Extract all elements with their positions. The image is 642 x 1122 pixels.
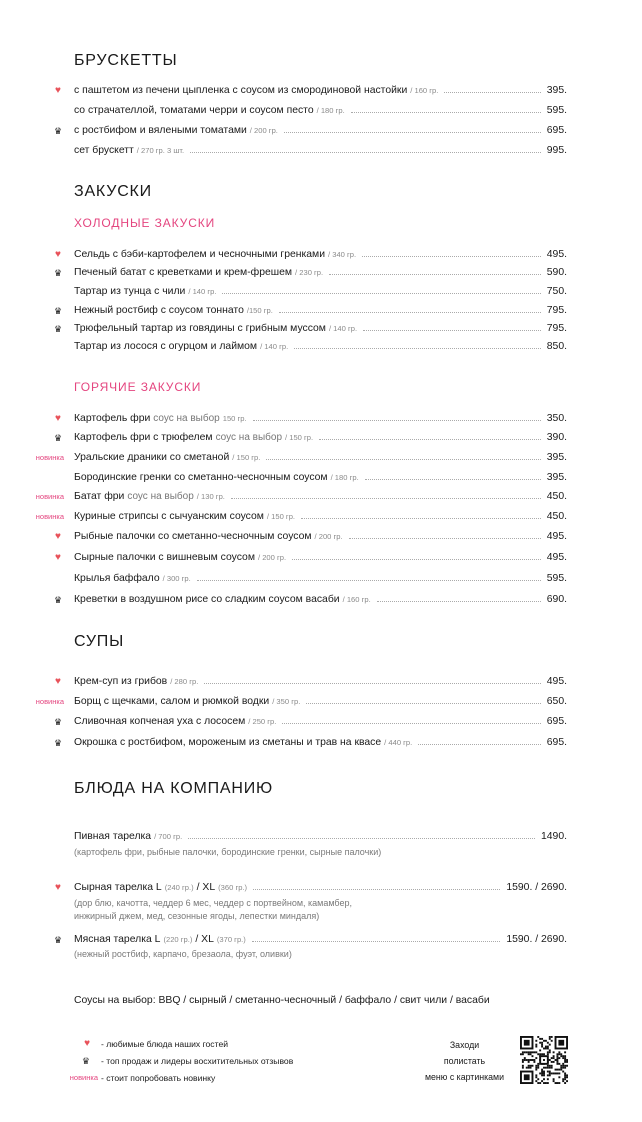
section-title-soups: СУПЫ xyxy=(74,633,125,650)
item-price: 595. xyxy=(546,105,567,116)
item-name: Мясная тарелка L xyxy=(74,934,161,945)
heart-icon: ♥ xyxy=(84,1038,90,1049)
item-name: Рыбные палочки со сметанно-чесночным соусом xyxy=(74,531,312,542)
item-name: Сырные палочки с вишневым соусом xyxy=(74,552,255,563)
item-sauce-note: соус на выбор xyxy=(215,432,283,443)
item-weight: / 140 гр. xyxy=(188,287,217,296)
item-price: 495. xyxy=(546,531,567,542)
item-sauce-note: соус на выбор xyxy=(153,413,220,424)
leader-dots xyxy=(282,723,540,724)
leader-dots xyxy=(253,889,500,890)
item-price: 350. xyxy=(546,413,567,424)
menu-item-line xyxy=(74,266,567,280)
legend-text: - топ продаж и лидеры восхитительных отзывов xyxy=(101,1056,294,1066)
item-weight: / 440 гр. xyxy=(384,738,413,747)
item-price: 1490. xyxy=(540,831,567,842)
item-name: Пивная тарелка xyxy=(74,831,152,842)
item-name: Крем-суп из грибов xyxy=(74,676,168,687)
menu-item-row xyxy=(0,715,642,729)
menu-item-row xyxy=(0,530,642,544)
leader-dots xyxy=(349,538,541,539)
menu-item-row xyxy=(0,881,642,895)
sauces-note: Соусы на выбор: BBQ / сырный / сметанно-чесночный / баффало / свит чили / васаби xyxy=(74,995,490,1006)
heart-icon: ♥ xyxy=(55,413,61,424)
menu-item-line xyxy=(74,530,567,544)
menu-item-line xyxy=(74,84,567,98)
menu-item-line xyxy=(74,736,567,750)
leader-dots xyxy=(204,683,540,684)
item-description xyxy=(74,948,292,961)
menu-item-row xyxy=(0,471,642,485)
item-price: 795. xyxy=(546,323,567,334)
item-name: Сельдь с бэби-картофелем и чесночными гренками xyxy=(74,249,325,260)
menu-item-row xyxy=(0,266,642,280)
menu-item-line xyxy=(74,471,567,485)
menu-item-line xyxy=(74,248,567,262)
menu-item-row xyxy=(0,551,642,565)
item-weight: / 300 гр. xyxy=(162,574,191,583)
crown-icon: ♛ xyxy=(53,433,63,443)
item-name-xl: / XL xyxy=(195,934,214,945)
qr-caption-line: меню с картинками xyxy=(424,1072,504,1082)
menu-item-line xyxy=(74,144,567,158)
crown-icon: ♛ xyxy=(53,324,63,334)
item-price: 495. xyxy=(546,249,567,260)
heart-icon: ♥ xyxy=(55,531,61,542)
item-price: 450. xyxy=(546,491,567,502)
item-price: 695. xyxy=(546,125,567,136)
legend-text: - любимые блюда наших гостей xyxy=(101,1039,229,1049)
menu-item-line xyxy=(74,715,567,729)
crown-icon: ♛ xyxy=(53,738,63,748)
leader-dots xyxy=(362,256,541,257)
item-price: 495. xyxy=(546,676,567,687)
leader-dots xyxy=(197,580,541,581)
menu-item-line xyxy=(74,675,567,689)
leader-dots xyxy=(188,838,535,839)
item-name: Окрошка с ростбифом, мороженым из сметаны и трав на квасе xyxy=(74,737,382,748)
menu-item-row xyxy=(0,593,642,607)
item-weight: / 250 гр. xyxy=(248,717,277,726)
menu-item-line xyxy=(74,490,567,504)
section-title-bruschetta: БРУСКЕТТЫ xyxy=(74,52,178,69)
new-badge: новинка xyxy=(69,1073,98,1082)
item-name: Тартар из лосося с огурцом и лаймом xyxy=(74,341,258,352)
item-price: 750. xyxy=(546,286,567,297)
item-price: 395. xyxy=(546,85,567,96)
leader-dots xyxy=(294,348,541,349)
menu-item-line xyxy=(74,451,567,465)
item-name: с ростбифом и вялеными томатами xyxy=(74,125,247,136)
item-weight: 150 гр. xyxy=(222,414,247,423)
menu-item-line xyxy=(74,593,567,607)
menu-item-line xyxy=(74,104,567,118)
leader-dots xyxy=(231,498,541,499)
menu-item-row xyxy=(0,830,642,844)
menu-item-line xyxy=(74,340,567,354)
menu-item-row xyxy=(0,322,642,336)
item-weight: / 700 гр. xyxy=(154,832,183,841)
leader-dots xyxy=(329,274,541,275)
item-description-line: (дор блю, качотта, чеддер 6 мес, чеддер с портвейном, камамбер, xyxy=(74,898,352,908)
menu-item-row xyxy=(0,675,642,689)
crown-icon: ♛ xyxy=(53,268,63,278)
item-weight: / 150 гр. xyxy=(232,453,261,462)
item-price: 595. xyxy=(546,573,567,584)
item-name: Батат фри xyxy=(74,491,125,502)
menu-item-line xyxy=(74,572,567,586)
item-price: 390. xyxy=(546,432,567,443)
leader-dots xyxy=(279,312,541,313)
menu-item-line xyxy=(74,285,567,299)
menu-item-row xyxy=(0,431,642,445)
item-price: 395. xyxy=(546,472,567,483)
item-price: 450. xyxy=(546,511,567,522)
menu-item-line xyxy=(74,933,567,947)
item-name: Крылья баффало xyxy=(74,573,160,584)
item-name: Борщ с щечками, салом и рюмкой водки xyxy=(74,696,270,707)
item-weight: / 160 гр. xyxy=(342,595,371,604)
item-description-line: (нежный ростбиф, карпачо, брезаола, фуэт, оливки) xyxy=(74,949,292,959)
item-name: Сливочная копченая уха с лососем xyxy=(74,716,246,727)
leader-dots xyxy=(190,152,541,153)
crown-icon: ♛ xyxy=(53,126,63,136)
item-name: Картофель фри xyxy=(74,413,151,424)
item-weight: / 150 гр. xyxy=(285,433,314,442)
menu-item-line xyxy=(74,412,567,426)
item-name: Уральские драники со сметаной xyxy=(74,452,230,463)
menu-item-row xyxy=(0,933,642,947)
item-weight: /150 гр. xyxy=(246,306,273,315)
leader-dots xyxy=(319,439,541,440)
item-description xyxy=(74,846,381,859)
item-sauce-note: соус на выбор xyxy=(127,491,194,502)
item-price: 995. xyxy=(546,145,567,156)
leader-dots xyxy=(266,459,540,460)
item-weight: / 270 гр. 3 шт. xyxy=(136,146,185,155)
item-name: Трюфельный тартар из говядины с грибным муссом xyxy=(74,323,326,334)
item-name-xl: / XL xyxy=(196,882,216,893)
item-price: 1590. / 2690. xyxy=(506,882,567,893)
menu-item-line xyxy=(74,510,567,524)
menu-item-row xyxy=(0,490,642,504)
qr-caption-line: Заходи xyxy=(449,1040,480,1050)
item-weight: / 140 гр. xyxy=(260,342,289,351)
item-description-line: (картофель фри, рыбные палочки, бородинские гренки, сырные палочки) xyxy=(74,847,382,857)
menu-item-line xyxy=(74,881,567,895)
leader-dots xyxy=(301,518,541,519)
qr-code-icon[interactable] xyxy=(520,1036,568,1084)
menu-item-row xyxy=(0,285,642,299)
menu-item-line xyxy=(74,322,567,336)
item-price: 1590. / 2690. xyxy=(506,934,567,945)
item-weight: / 150 гр. xyxy=(266,512,296,521)
item-weight: / 140 гр. xyxy=(328,324,358,333)
item-price: 690. xyxy=(546,594,567,605)
crown-icon: ♛ xyxy=(81,1056,90,1066)
heart-icon: ♥ xyxy=(55,249,61,260)
item-price: 695. xyxy=(546,716,567,727)
menu-item-line xyxy=(74,304,567,318)
menu-item-line xyxy=(74,551,567,565)
item-weight: / 180 гр. xyxy=(316,106,345,115)
crown-icon: ♛ xyxy=(53,717,63,727)
item-weight: / 280 гр. xyxy=(170,677,199,686)
menu-item-row xyxy=(0,84,642,98)
menu-item-row xyxy=(0,340,642,354)
new-badge: новинка xyxy=(35,697,64,706)
item-weight: / 200 гр. xyxy=(249,126,278,135)
leader-dots xyxy=(222,293,540,294)
subsection-title-cold: ХОЛОДНЫЕ ЗАКУСКИ xyxy=(74,216,216,230)
item-name: со страчателлой, томатами черри и соусом песто xyxy=(74,105,314,116)
section-title-appetizers: ЗАКУСКИ xyxy=(74,183,152,200)
new-badge: новинка xyxy=(35,512,64,521)
menu-item-row xyxy=(0,144,642,158)
item-name: Нежный ростбиф с соусом тоннато xyxy=(74,305,244,316)
leader-dots xyxy=(252,941,501,942)
menu-item-row xyxy=(0,695,642,709)
item-price: 695. xyxy=(546,737,567,748)
subsection-title-hot: ГОРЯЧИЕ ЗАКУСКИ xyxy=(74,380,202,394)
crown-icon: ♛ xyxy=(53,306,63,316)
menu-item-line xyxy=(74,695,567,709)
menu-item-row xyxy=(0,736,642,750)
item-name: Креветки в воздушном рисе со сладким соусом васаби xyxy=(74,594,340,605)
qr-caption-line: полистать xyxy=(443,1056,486,1066)
item-weight: (240 гр.) xyxy=(164,883,194,892)
crown-icon: ♛ xyxy=(53,595,63,605)
item-weight-xl: (360 гр.) xyxy=(218,883,248,892)
item-name: Печеный батат с креветками и крем-фрешем xyxy=(74,267,293,278)
menu-item-row xyxy=(0,412,642,426)
menu-item-line xyxy=(74,431,567,445)
legend-text: - стоит попробовать новинку xyxy=(101,1073,216,1083)
item-weight-xl: (370 гр.) xyxy=(216,935,246,944)
item-name: Бородинские гренки со сметанно-чесночным соусом xyxy=(74,472,328,483)
menu-item-row xyxy=(0,304,642,318)
item-description xyxy=(74,897,352,923)
leader-dots xyxy=(306,703,540,704)
item-price: 850. xyxy=(546,341,567,352)
item-price: 590. xyxy=(546,267,567,278)
menu-item-row xyxy=(0,104,642,118)
heart-icon: ♥ xyxy=(55,552,61,563)
item-weight: / 180 гр. xyxy=(330,473,359,482)
leader-dots xyxy=(377,601,541,602)
menu-item-row xyxy=(0,124,642,138)
leader-dots xyxy=(444,92,540,93)
item-name: Картофель фри с трюфелем xyxy=(74,432,213,443)
section-title-sharing: БЛЮДА НА КОМПАНИЮ xyxy=(74,780,273,797)
leader-dots xyxy=(351,112,541,113)
item-price: 395. xyxy=(546,452,567,463)
qr-caption xyxy=(425,1037,504,1085)
item-price: 650. xyxy=(546,696,567,707)
new-badge: новинка xyxy=(35,453,64,462)
menu-item-line xyxy=(74,124,567,138)
heart-icon: ♥ xyxy=(55,85,61,96)
item-weight: / 230 гр. xyxy=(295,268,324,277)
item-name: Тартар из тунца с чили xyxy=(74,286,186,297)
item-description-line: инжирный джем, мед, сезонные ягоды, лепестки миндаля) xyxy=(74,911,320,921)
item-weight: / 340 гр. xyxy=(328,250,357,259)
item-weight: / 160 гр. xyxy=(410,86,439,95)
item-price: 795. xyxy=(546,305,567,316)
menu-item-row xyxy=(0,510,642,524)
item-weight: / 200 гр. xyxy=(314,532,343,541)
item-weight: (220 гр.) xyxy=(163,935,193,944)
leader-dots xyxy=(365,479,541,480)
item-weight: / 350 гр. xyxy=(272,697,301,706)
leader-dots xyxy=(363,330,541,331)
menu-item-row xyxy=(0,572,642,586)
item-name: Сырная тарелка L xyxy=(74,882,162,893)
new-badge: новинка xyxy=(35,492,64,501)
item-price: 495. xyxy=(546,552,567,563)
item-weight: / 200 гр. xyxy=(257,553,287,562)
menu-item-row xyxy=(0,248,642,262)
leader-dots xyxy=(292,559,541,560)
leader-dots xyxy=(418,744,541,745)
item-name: сет брускетт xyxy=(74,145,134,156)
leader-dots xyxy=(253,420,541,421)
item-name: Куриные стрипсы с сычуанским соусом xyxy=(74,511,264,522)
crown-icon: ♛ xyxy=(53,935,63,945)
heart-icon: ♥ xyxy=(55,882,61,893)
item-weight: / 130 гр. xyxy=(196,492,225,501)
item-name: с паштетом из печени цыпленка с соусом из смородиновой настойки xyxy=(74,85,408,96)
leader-dots xyxy=(284,132,541,133)
menu-item-row xyxy=(0,451,642,465)
heart-icon: ♥ xyxy=(55,676,61,687)
menu-item-line xyxy=(74,830,567,844)
